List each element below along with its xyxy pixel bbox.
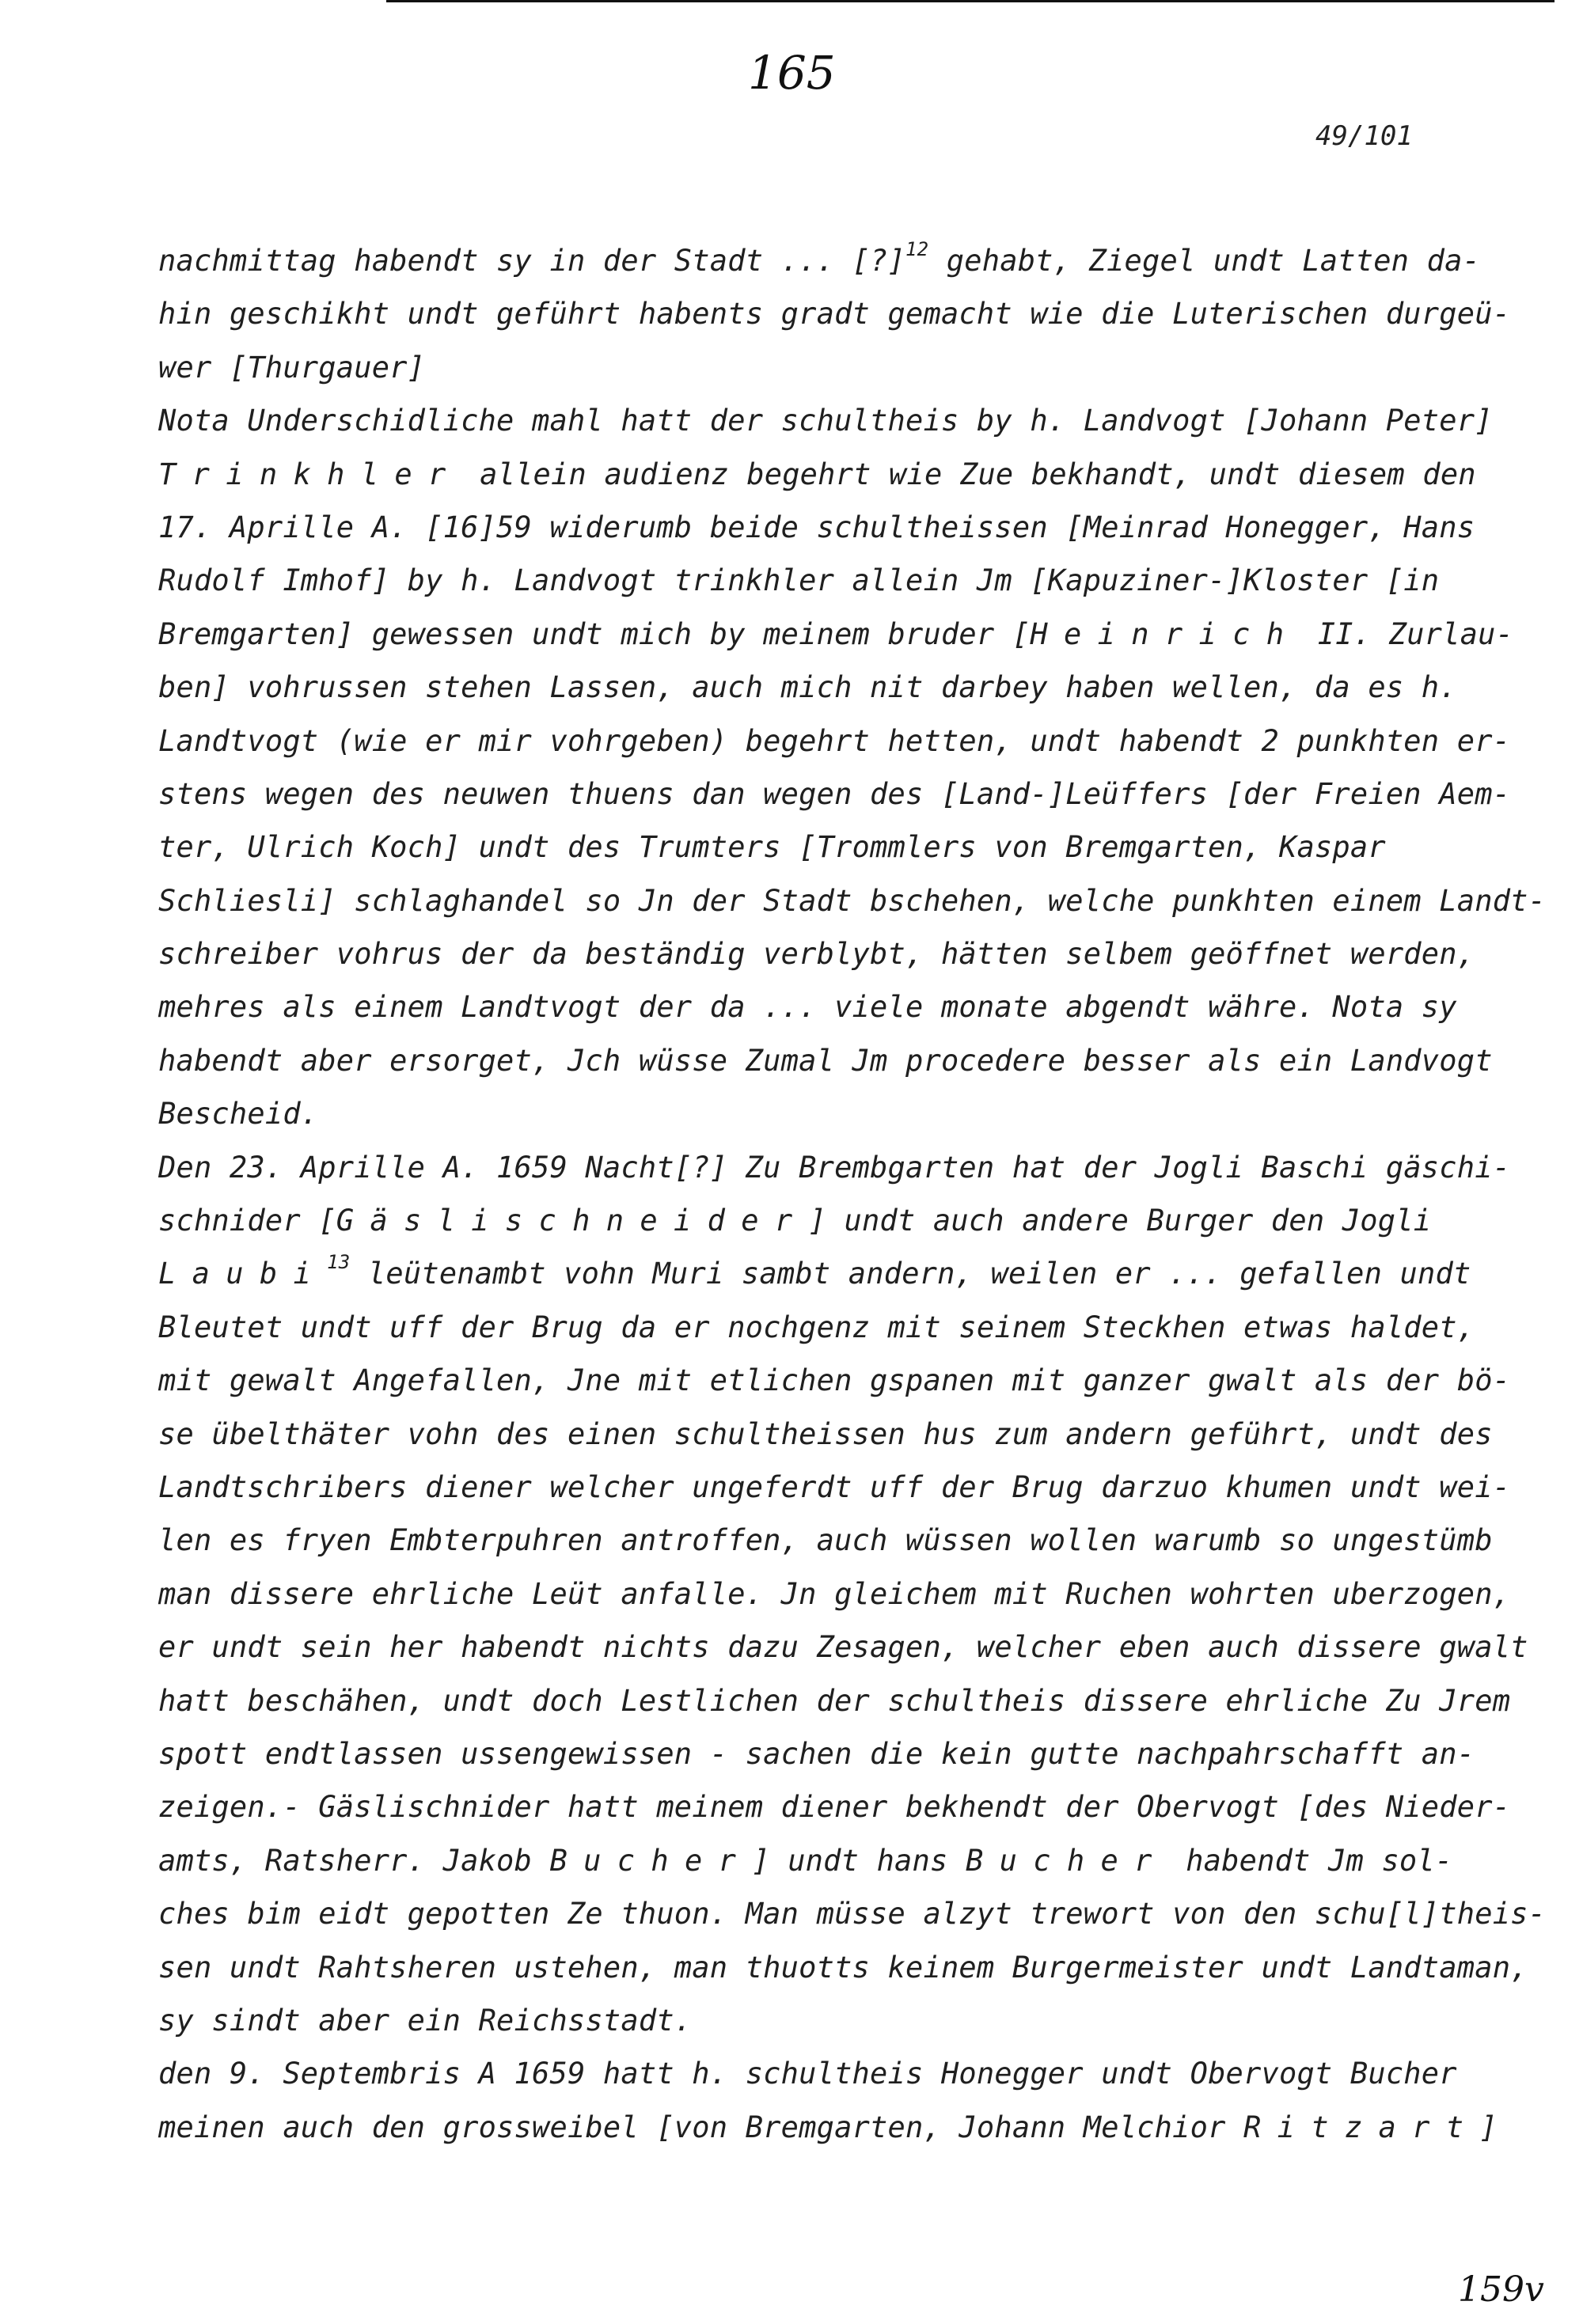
text-line xyxy=(158,1354,1511,1407)
line-segment: Den 23. Aprille A. 1659 Nacht[?] Zu Brembgarten hat der Jogli Baschi gäschi- xyxy=(158,1150,1511,1185)
line-segment: Nota Underschidliche mahl hatt der schultheis by h. Landvogt [Johann Peter] xyxy=(158,404,1493,438)
text-line xyxy=(158,1514,1493,1567)
line-segment: se übelthäter vohn des einen schultheissen hus zum andern geführt, undt des xyxy=(158,1416,1493,1451)
spaced-name: Bucher xyxy=(965,1843,1168,1878)
text-line xyxy=(158,501,1475,554)
line-segment: len es fryen Embterpuhren antroffen, auch wüssen wollen warumb so ungestümb xyxy=(158,1523,1493,1558)
line-segment: stens wegen des neuwen thuens dan wegen des [Land-]Leüffers [der Freien Aem- xyxy=(158,776,1511,811)
line-segment: zeigen.- Gäslischnider hatt meinem diener bekhendt der Obervogt [des Nieder- xyxy=(158,1790,1511,1825)
line-segment: habendt aber ersorget, Jch wüsse Zumal Jm procedere besser als ein Landvogt xyxy=(158,1043,1493,1078)
line-segment: man dissere ehrliche Leüt anfalle. Jn gleichem mit Ruchen wohrten uberzogen, xyxy=(158,1576,1511,1611)
line-segment: ches bim eidt gepotten Ze thuon. Man müsse alzyt trewort von den schu[l]theis- xyxy=(158,1897,1547,1932)
line-segment: habendt Jm sol- xyxy=(1167,1843,1453,1878)
text-line xyxy=(158,1727,1475,1780)
footnote-marker: 13 xyxy=(327,1251,351,1274)
text-line xyxy=(158,1994,1472,2047)
line-segment: ben] vohrussen stehen Lassen, auch mich nit darbey haben wellen, da es h. xyxy=(158,670,1457,705)
spaced-name: Heinrich xyxy=(1030,616,1300,651)
text-line xyxy=(158,1941,1528,1994)
line-segment: sy sindt aber ein Reichsstadt. xyxy=(158,2003,693,2038)
text-line xyxy=(158,1034,1493,1087)
text-line xyxy=(158,1301,1475,1354)
text-line xyxy=(158,1141,1511,1194)
line-segment: Bleutet undt uff der Brug da er nochgenz mit seinem Steckhen etwas haldet, xyxy=(158,1310,1475,1344)
line-segment: 17. Aprille A. [16]59 widerumb beide schultheissen [Meinrad Honegger, Hans xyxy=(158,510,1475,544)
line-segment: ter, Ulrich Koch] undt des Trumters [Trommlers von Bremgarten, Kaspar xyxy=(158,830,1386,865)
line-segment: Landtschribers diener welcher ungeferdt uff der Brug darzuo khumen undt wei- xyxy=(158,1469,1511,1504)
line-segment: wer [Thurgauer] xyxy=(158,350,426,385)
text-line xyxy=(158,448,1476,501)
text-line xyxy=(158,234,1481,287)
line-segment: nachmittag habendt sy in der Stadt ... [?] xyxy=(158,244,905,278)
text-line xyxy=(158,1247,1472,1300)
text-line xyxy=(158,1834,1472,1887)
text-line xyxy=(158,1887,1547,1940)
text-line xyxy=(158,1461,1511,1514)
text-line xyxy=(158,1087,1472,1140)
text-line xyxy=(158,1408,1493,1461)
spaced-name: Ritzart xyxy=(1243,2110,1480,2144)
line-segment: Schliesli] schlaghandel so Jn der Stadt bschehen, welche punkhten einem Landt- xyxy=(158,883,1547,918)
line-segment: mehres als einem Landtvogt der da ... viele monate abgendt währe. Nota sy xyxy=(158,990,1457,1025)
top-border-line xyxy=(386,0,1555,2)
line-segment: II. Zurlau- xyxy=(1300,616,1514,651)
line-segment: ] xyxy=(1479,2110,1498,2144)
line-segment: spott endtlassen ussengewissen - sachen die kein gutte nachpahrschafft an- xyxy=(158,1736,1475,1771)
text-line xyxy=(158,1674,1511,1727)
text-line xyxy=(158,1780,1511,1833)
text-line xyxy=(158,2047,1472,2100)
page-reference: 49/101 xyxy=(1315,120,1413,152)
line-segment: leütenambt vohn Muri sambt andern, weilen er ... gefallen undt xyxy=(350,1257,1471,1291)
text-line xyxy=(158,874,1547,927)
text-line xyxy=(158,554,1472,607)
handwritten-corner-folio: 159v xyxy=(1458,2269,1544,2310)
footnote-marker: 12 xyxy=(905,237,929,260)
text-line xyxy=(158,768,1511,821)
line-segment: den 9. Septembris A 1659 hatt h. schultheis Honegger undt Obervogt Bucher xyxy=(158,2057,1457,2091)
line-segment: Bescheid. xyxy=(158,1097,319,1132)
line-segment: meinen auch den grossweibel [von Bremgarten, Johann Melchior xyxy=(158,2110,1244,2144)
text-line xyxy=(158,287,1511,340)
line-segment: mit gewalt Angefallen, Jne mit etlichen gspanen mit ganzer gwalt als der bö- xyxy=(158,1363,1511,1398)
line-segment: Bremgarten] gewessen undt mich by meinem bruder [ xyxy=(158,616,1031,651)
line-segment: Landtvogt (wie er mir vohrgeben) begehrt hetten, undt habendt 2 punkhten er- xyxy=(158,723,1511,758)
line-segment: sen undt Rahtsheren ustehen, man thuotts keinem Burgermeister undt Landtaman, xyxy=(158,1950,1528,1985)
line-segment: ] undt hans xyxy=(752,1843,966,1878)
line-segment: hin geschikht undt geführt habents gradt gemacht wie die Luterischen durgeü- xyxy=(158,297,1511,332)
text-line xyxy=(158,821,1472,874)
line-segment: amts, Ratsherr. Jakob xyxy=(158,1843,550,1878)
line-segment: schreiber vohrus der da beständig verblybt, hätten selbem geöffnet werden, xyxy=(158,937,1475,972)
line-segment: Rudolf Imhof] by h. Landvogt trinkhler allein Jm [Kapuziner-]Kloster [in xyxy=(158,563,1440,598)
spaced-name: Trinkhler xyxy=(158,457,462,491)
spaced-name: Laubi xyxy=(158,1257,328,1291)
line-segment: hatt beschähen, undt doch Lestlichen der schultheis dissere ehrliche Zu Jrem xyxy=(158,1683,1511,1718)
line-segment: ] undt auch andere Burger den Jogli xyxy=(808,1204,1432,1238)
text-line xyxy=(158,1621,1528,1674)
text-line xyxy=(158,608,1514,661)
text-line xyxy=(158,715,1511,768)
text-line xyxy=(158,980,1472,1033)
text-line xyxy=(158,1568,1511,1621)
spaced-name: Gäslischneider xyxy=(336,1204,809,1238)
text-line xyxy=(158,1194,1472,1247)
line-segment: gehabt, Ziegel undt Latten da- xyxy=(928,244,1481,278)
text-line xyxy=(158,394,1493,447)
line-segment: schnider [ xyxy=(158,1204,336,1238)
line-segment: er undt sein her habendt nichts dazu Zesagen, welcher eben auch dissere gwalt xyxy=(158,1630,1528,1665)
line-segment: allein audienz begehrt wie Zue bekhandt, undt diesem den xyxy=(461,457,1476,491)
text-line xyxy=(158,341,1472,394)
handwritten-folio-number: 165 xyxy=(748,46,836,100)
text-line xyxy=(158,2101,1498,2154)
text-line xyxy=(158,927,1475,980)
spaced-name: Bucher xyxy=(549,1843,753,1878)
text-line xyxy=(158,661,1472,714)
transcription-body xyxy=(158,234,1547,2154)
